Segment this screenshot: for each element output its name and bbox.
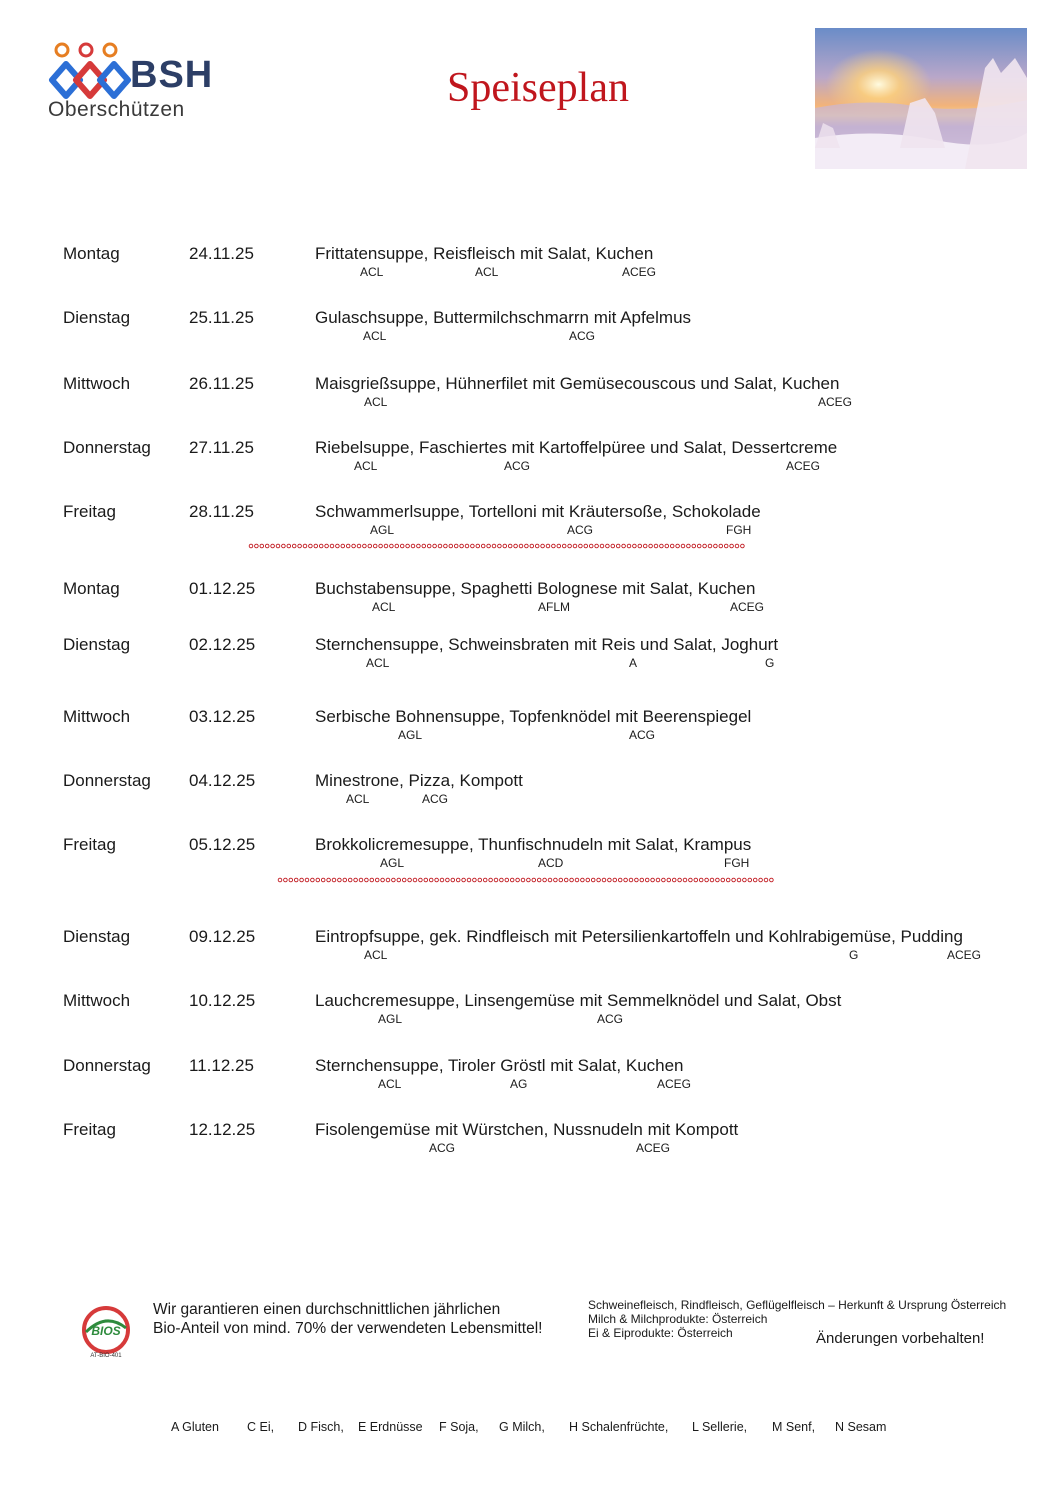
menu-row bbox=[0, 991, 1058, 1035]
date: 04.12.25 bbox=[189, 771, 256, 790]
origin-line-2: Milch & Milchprodukte: Österreich bbox=[588, 1312, 768, 1326]
menu-dishes: Riebelsuppe, Faschiertes mit Kartoffelpüree und Salat, Dessertcreme bbox=[315, 438, 838, 457]
menu-dishes: Frittatensuppe, Reisfleisch mit Salat, Kuchen bbox=[315, 244, 654, 263]
allergen-code: AGL bbox=[370, 523, 395, 537]
allergen-code: ACEG bbox=[786, 459, 821, 473]
menu-row bbox=[0, 635, 1058, 679]
bio-guarantee-text bbox=[153, 1300, 542, 1338]
menu-dishes: Fisolengemüse mit Würstchen, Nussnudeln mit Kompott bbox=[315, 1120, 739, 1139]
allergen-code: ACL bbox=[346, 792, 370, 806]
allergen-code: ACL bbox=[363, 329, 387, 343]
legend-item: G Milch, bbox=[499, 1420, 545, 1434]
legend-item: F Soja, bbox=[439, 1420, 479, 1434]
menu-dishes: Serbische Bohnensuppe, Topfenknödel mit Beerenspiegel bbox=[315, 707, 752, 726]
menu-row bbox=[0, 579, 1058, 623]
menu-row bbox=[0, 707, 1058, 751]
menu-row bbox=[0, 1120, 1058, 1164]
allergen-code: ACD bbox=[538, 856, 564, 870]
date: 03.12.25 bbox=[189, 707, 256, 726]
menu-row bbox=[0, 835, 1058, 879]
allergen-code: G bbox=[849, 948, 859, 962]
legend-item: H Schalenfrüchte, bbox=[569, 1420, 669, 1434]
allergen-code: ACL bbox=[372, 600, 396, 614]
allergen-code: AFLM bbox=[538, 600, 571, 614]
allergen-code: AGL bbox=[380, 856, 405, 870]
legend-item: E Erdnüsse bbox=[358, 1420, 423, 1434]
allergen-code: ACL bbox=[360, 265, 384, 279]
legend-item: M Senf, bbox=[772, 1420, 816, 1434]
allergen-code: ACL bbox=[475, 265, 499, 279]
allergen-code: ACEG bbox=[818, 395, 853, 409]
allergen-code: ACEG bbox=[947, 948, 982, 962]
menu-row bbox=[0, 438, 1058, 482]
weekday: Freitag bbox=[63, 502, 116, 521]
menu-dishes: Sternchensuppe, Schweinsbraten mit Reis und Salat, Joghurt bbox=[315, 635, 779, 654]
allergen-code: ACG bbox=[429, 1141, 456, 1155]
weekday: Donnerstag bbox=[63, 1056, 151, 1075]
menu-dishes: Eintropfsuppe, gek. Rindfleisch mit Petersilienkartoffeln und Kohlrabigemüse, Pudding bbox=[315, 927, 963, 946]
week-divider bbox=[277, 876, 777, 884]
menu-dishes: Brokkolicremesuppe, Thunfischnudeln mit Salat, Krampus bbox=[315, 835, 752, 854]
date: 24.11.25 bbox=[189, 244, 254, 263]
weekday: Dienstag bbox=[63, 308, 131, 327]
allergen-code: AGL bbox=[378, 1012, 403, 1026]
allergen-code: ACEG bbox=[730, 600, 765, 614]
origin-line-1: Schweinefleisch, Rindfleisch, Geflügelfleisch – Herkunft & Ursprung Österreich bbox=[588, 1298, 1007, 1312]
allergen-code: FGH bbox=[724, 856, 750, 870]
allergen-code: ACL bbox=[366, 656, 390, 670]
allergen-code: G bbox=[765, 656, 775, 670]
date: 10.12.25 bbox=[189, 991, 256, 1010]
weekday: Mittwoch bbox=[63, 991, 131, 1010]
weekday: Freitag bbox=[63, 1120, 116, 1139]
winter-sunset-photo bbox=[815, 28, 1027, 169]
menu-dishes: Minestrone, Pizza, Kompott bbox=[315, 771, 523, 790]
menu-row bbox=[0, 502, 1058, 546]
weekday: Montag bbox=[63, 244, 120, 263]
bio-line-1: Wir garantieren einen durchschnittlichen jährlichen bbox=[153, 1301, 501, 1318]
legend-item: A Gluten bbox=[171, 1420, 219, 1434]
menu-dishes: Schwammerlsuppe, Tortelloni mit Kräutersoße, Schokolade bbox=[315, 502, 761, 521]
legend-item: L Sellerie, bbox=[692, 1420, 748, 1434]
menu-row bbox=[0, 244, 1058, 288]
logo-brand: BSH bbox=[130, 54, 214, 96]
allergen-code: ACL bbox=[378, 1077, 402, 1091]
weekday: Donnerstag bbox=[63, 771, 151, 790]
allergen-code: ACG bbox=[422, 792, 449, 806]
menu-row bbox=[0, 771, 1058, 815]
menu-dishes: Gulaschsuppe, Buttermilchschmarrn mit Apfelmus bbox=[315, 308, 692, 327]
weekday: Donnerstag bbox=[63, 438, 151, 457]
changes-notice: Änderungen vorbehalten! bbox=[816, 1330, 985, 1347]
date: 25.11.25 bbox=[189, 308, 254, 327]
allergen-code: A bbox=[629, 656, 638, 670]
weekday: Mittwoch bbox=[63, 707, 131, 726]
menu-row bbox=[0, 374, 1058, 418]
date: 28.11.25 bbox=[189, 502, 254, 521]
date: 05.12.25 bbox=[189, 835, 256, 854]
legend-item: C Ei, bbox=[247, 1420, 275, 1434]
legend-item: D Fisch, bbox=[298, 1420, 344, 1434]
allergen-code: ACL bbox=[354, 459, 378, 473]
allergen-code: ACEG bbox=[636, 1141, 671, 1155]
allergen-code: ACG bbox=[504, 459, 531, 473]
date: 27.11.25 bbox=[189, 438, 254, 457]
allergen-code: ACEG bbox=[622, 265, 657, 279]
menu-row bbox=[0, 1056, 1058, 1100]
date: 02.12.25 bbox=[189, 635, 256, 654]
weekday: Dienstag bbox=[63, 635, 131, 654]
bio-certification-logo bbox=[78, 1302, 134, 1358]
allergen-code: ACEG bbox=[657, 1077, 692, 1091]
date: 01.12.25 bbox=[189, 579, 256, 598]
menu-dishes: Sternchensuppe, Tiroler Gröstl mit Salat, Kuchen bbox=[315, 1056, 684, 1075]
allergen-code: ACG bbox=[567, 523, 594, 537]
bio-logo-code: AT-BIO-401 bbox=[90, 1353, 122, 1358]
allergen-code: ACL bbox=[364, 948, 388, 962]
allergen-code: AGL bbox=[398, 728, 423, 742]
weekday: Freitag bbox=[63, 835, 116, 854]
logo-subtitle: Oberschützen bbox=[48, 98, 185, 121]
menu-dishes: Buchstabensuppe, Spaghetti Bolognese mit Salat, Kuchen bbox=[315, 579, 756, 598]
weekday: Montag bbox=[63, 579, 120, 598]
weekday: Dienstag bbox=[63, 927, 131, 946]
bio-logo-label: BIOS bbox=[91, 1324, 121, 1338]
weekday: Mittwoch bbox=[63, 374, 131, 393]
allergen-code: ACG bbox=[569, 329, 596, 343]
menu-dishes: Maisgrießsuppe, Hühnerfilet mit Gemüsecouscous und Salat, Kuchen bbox=[315, 374, 840, 393]
page-title: Speiseplan bbox=[447, 65, 629, 111]
date: 11.12.25 bbox=[189, 1056, 254, 1075]
allergen-code: FGH bbox=[726, 523, 752, 537]
legend-item: N Sesam bbox=[835, 1420, 887, 1434]
allergen-code: AG bbox=[510, 1077, 528, 1091]
week-divider bbox=[248, 542, 748, 550]
date: 26.11.25 bbox=[189, 374, 254, 393]
menu-row bbox=[0, 927, 1058, 971]
allergen-code: ACL bbox=[364, 395, 388, 409]
origin-line-3: Ei & Eiprodukte: Österreich bbox=[588, 1326, 733, 1340]
allergen-code: ACG bbox=[629, 728, 656, 742]
menu-row bbox=[0, 308, 1058, 352]
date: 09.12.25 bbox=[189, 927, 256, 946]
allergen-code: ACG bbox=[597, 1012, 624, 1026]
date: 12.12.25 bbox=[189, 1120, 256, 1139]
menu-dishes: Lauchcremesuppe, Linsengemüse mit Semmelknödel und Salat, Obst bbox=[315, 991, 842, 1010]
bio-line-2: Bio-Anteil von mind. 70% der verwendeten Lebensmittel! bbox=[153, 1320, 543, 1337]
